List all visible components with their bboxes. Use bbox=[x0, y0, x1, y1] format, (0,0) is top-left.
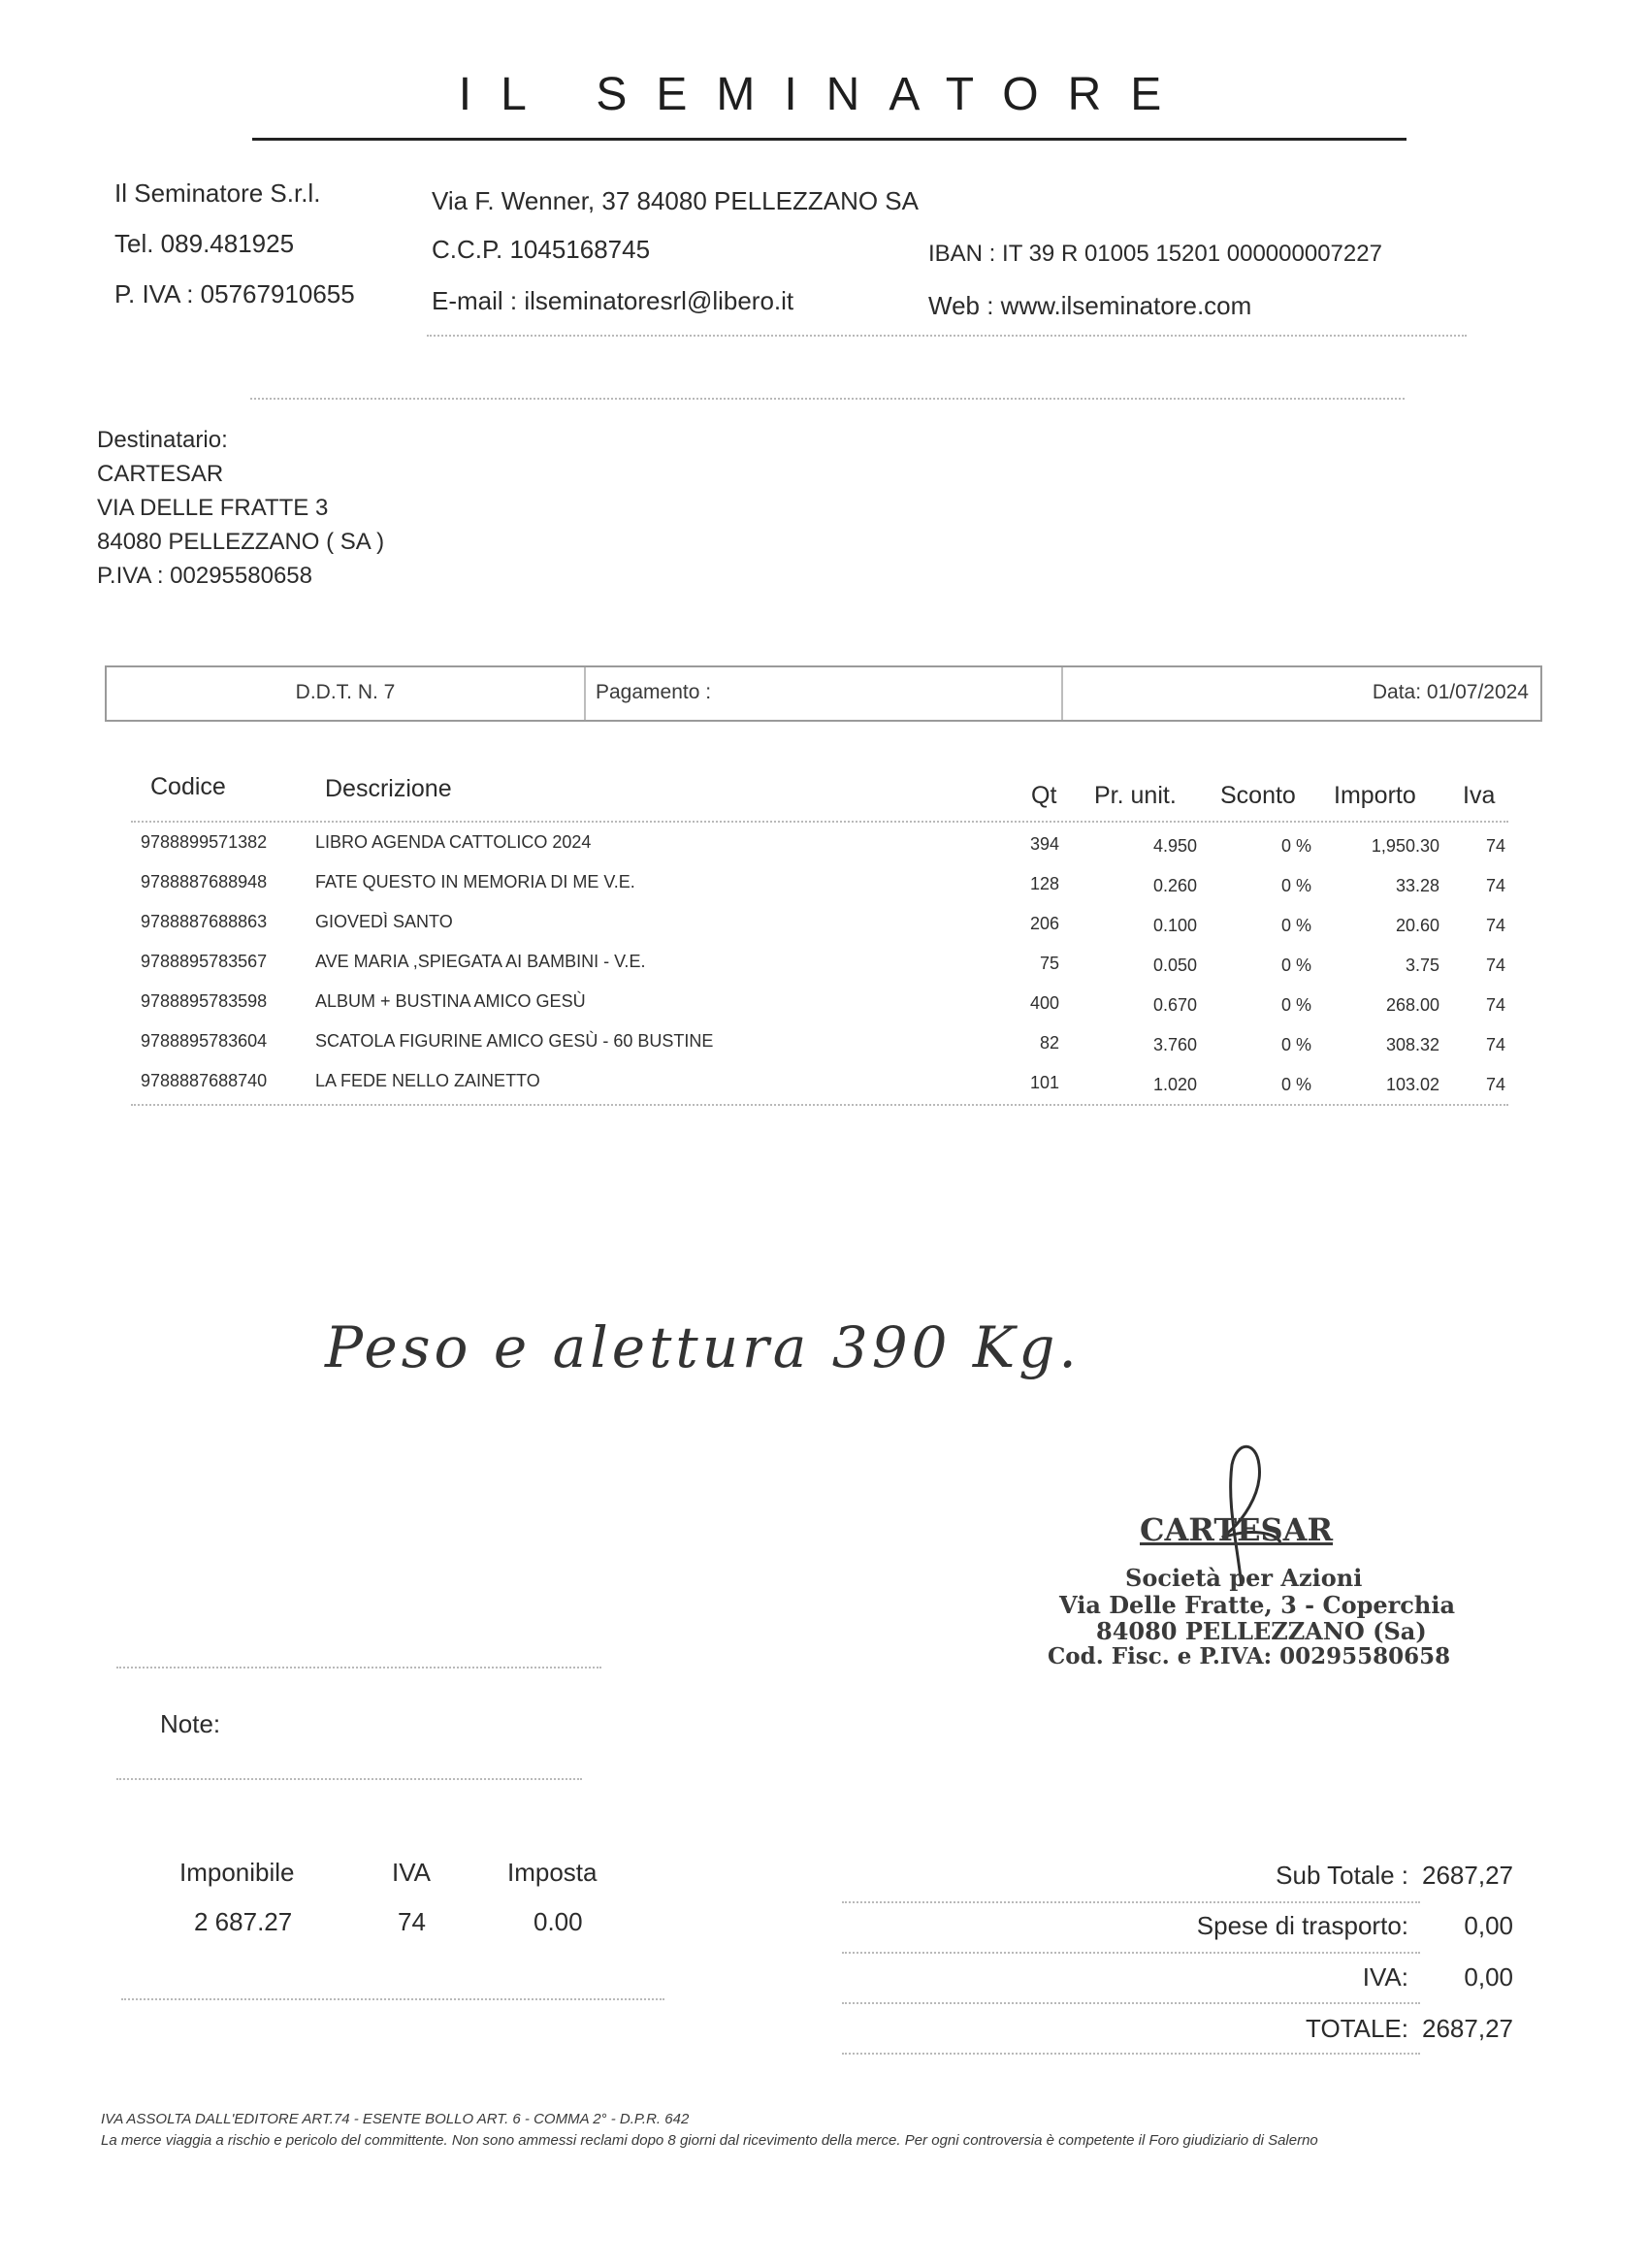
company-tel: Tel. 089.481925 bbox=[114, 229, 295, 258]
vat-total-label: IVA: bbox=[1362, 1962, 1408, 1992]
row-qty: 394 bbox=[1029, 834, 1059, 854]
row-code: 9788887688863 bbox=[141, 912, 268, 931]
row-qty: 128 bbox=[1029, 874, 1059, 893]
company-ccp: C.C.P. 1045168745 bbox=[432, 235, 651, 264]
row-vat: 74 bbox=[1485, 995, 1505, 1015]
vat-summary-header-tax: Imposta bbox=[507, 1858, 598, 1887]
company-web: Web : www.ilseminatore.com bbox=[928, 291, 1252, 320]
col-header-unit-price: Pr. unit. bbox=[1094, 782, 1177, 809]
vat-summary-vat: 74 bbox=[398, 1907, 426, 1936]
col-header-description: Descrizione bbox=[325, 775, 452, 802]
stamp-line-3: 84080 PELLEZZANO (Sa) bbox=[1096, 1617, 1427, 1645]
row-discount: 0 % bbox=[1280, 995, 1311, 1015]
table-row bbox=[0, 872, 1649, 911]
row-description: LIBRO AGENDA CATTOLICO 2024 bbox=[315, 832, 592, 852]
vat-summary-header-taxable: Imponibile bbox=[179, 1858, 295, 1887]
handwritten-weight-note: Peso e alettura 390 Kg. bbox=[325, 1314, 1081, 1380]
company-title: IL SEMINATORE bbox=[458, 69, 1191, 120]
stamp-line-1: Società per Azioni bbox=[1125, 1564, 1363, 1592]
table-row bbox=[0, 1031, 1649, 1070]
row-vat: 74 bbox=[1485, 1075, 1505, 1094]
col-header-qty: Qt bbox=[1031, 782, 1057, 809]
row-discount: 0 % bbox=[1280, 836, 1311, 856]
table-header-divider bbox=[131, 821, 1508, 823]
row-discount: 0 % bbox=[1280, 1075, 1311, 1094]
row-amount: 268.00 bbox=[1385, 995, 1439, 1015]
row-code: 9788895783567 bbox=[141, 952, 268, 971]
recipient-street: VIA DELLE FRATTE 3 bbox=[97, 495, 329, 521]
row-description: GIOVEDÌ SANTO bbox=[315, 912, 453, 931]
vat-summary-header-vat: IVA bbox=[392, 1858, 431, 1887]
row-code: 9788887688740 bbox=[141, 1071, 268, 1090]
vat-total-value: 0,00 bbox=[1464, 1962, 1513, 1992]
row-vat: 74 bbox=[1485, 956, 1505, 975]
recipient-block bbox=[97, 423, 384, 593]
company-email: E-mail : ilseminatoresrl@libero.it bbox=[432, 286, 794, 315]
row-unit-price: 3.760 bbox=[1152, 1035, 1197, 1054]
ddt-number: D.D.T. N. 7 bbox=[107, 667, 586, 720]
row-vat: 74 bbox=[1485, 916, 1505, 935]
row-description: LA FEDE NELLO ZAINETTO bbox=[315, 1071, 540, 1090]
payment-label: Pagamento : bbox=[596, 667, 1063, 720]
recipient-label: Destinatario: bbox=[97, 427, 228, 453]
shipping-label: Spese di trasporto: bbox=[1196, 1911, 1408, 1940]
vat-summary-divider bbox=[121, 1998, 664, 2000]
row-code: 9788887688948 bbox=[141, 872, 268, 891]
stamp-name: CARTESAR bbox=[1140, 1511, 1334, 1548]
company-stamp bbox=[1048, 1436, 1456, 1688]
row-amount: 1,950.30 bbox=[1371, 836, 1439, 856]
row-unit-price: 0.100 bbox=[1152, 916, 1197, 935]
row-amount: 33.28 bbox=[1395, 876, 1439, 895]
shipping-value: 0,00 bbox=[1464, 1911, 1513, 1940]
row-description: ALBUM + BUSTINA AMICO GESÙ bbox=[315, 991, 586, 1011]
row-vat: 74 bbox=[1485, 1035, 1505, 1054]
subtotal-value: 2687,27 bbox=[1422, 1861, 1513, 1890]
totals-divider-4 bbox=[842, 2053, 1420, 2055]
grand-total-label: TOTALE: bbox=[1306, 2014, 1408, 2043]
row-unit-price: 4.950 bbox=[1152, 836, 1197, 856]
document-info-box bbox=[105, 665, 1542, 722]
row-unit-price: 1.020 bbox=[1152, 1075, 1197, 1094]
company-iban: IBAN : IT 39 R 01005 15201 000000007227 bbox=[928, 241, 1382, 267]
row-qty: 75 bbox=[1039, 954, 1059, 973]
row-amount: 3.75 bbox=[1405, 956, 1439, 975]
stamp-line-2: Via Delle Fratte, 3 - Coperchia bbox=[1059, 1591, 1456, 1619]
vat-summary-taxable: 2 687.27 bbox=[194, 1907, 293, 1936]
header-divider bbox=[427, 335, 1467, 337]
company-legal-name: Il Seminatore S.r.l. bbox=[114, 178, 321, 208]
row-code: 9788899571382 bbox=[141, 832, 268, 852]
row-qty: 400 bbox=[1029, 993, 1059, 1013]
document-date: Data: 01/07/2024 bbox=[1372, 681, 1529, 703]
totals-divider-3 bbox=[842, 2002, 1420, 2004]
row-description: FATE QUESTO IN MEMORIA DI ME V.E. bbox=[315, 872, 635, 891]
col-header-discount: Sconto bbox=[1220, 782, 1296, 809]
notes-top-divider bbox=[116, 1667, 601, 1669]
vat-summary-tax: 0.00 bbox=[534, 1907, 583, 1936]
row-discount: 0 % bbox=[1280, 916, 1311, 935]
row-description: AVE MARIA ,SPIEGATA AI BAMBINI - V.E. bbox=[315, 952, 646, 971]
col-header-amount: Importo bbox=[1334, 782, 1416, 809]
col-header-vat: Iva bbox=[1463, 782, 1496, 809]
row-description: SCATOLA FIGURINE AMICO GESÙ - 60 BUSTINE bbox=[315, 1031, 714, 1051]
header-divider-2 bbox=[250, 398, 1405, 400]
title-underline bbox=[252, 138, 1406, 141]
table-row bbox=[0, 952, 1649, 990]
company-address: Via F. Wenner, 37 84080 PELLEZZANO SA bbox=[432, 186, 919, 215]
stamp-line-4: Cod. Fisc. e P.IVA: 00295580658 bbox=[1048, 1643, 1451, 1669]
table-row bbox=[0, 912, 1649, 951]
row-discount: 0 % bbox=[1280, 1035, 1311, 1054]
row-vat: 74 bbox=[1485, 876, 1505, 895]
col-header-code: Codice bbox=[150, 773, 226, 800]
row-discount: 0 % bbox=[1280, 956, 1311, 975]
totals-divider-2 bbox=[842, 1952, 1420, 1954]
row-code: 9788895783604 bbox=[141, 1031, 268, 1051]
row-qty: 206 bbox=[1029, 914, 1059, 933]
totals-divider-1 bbox=[842, 1901, 1420, 1903]
notes-bottom-divider bbox=[116, 1778, 582, 1780]
row-qty: 82 bbox=[1039, 1033, 1059, 1053]
row-amount: 103.02 bbox=[1385, 1075, 1439, 1094]
row-discount: 0 % bbox=[1280, 876, 1311, 895]
notes-label: Note: bbox=[160, 1709, 221, 1738]
table-row bbox=[0, 832, 1649, 871]
footer-vat-note: IVA ASSOLTA DALL'EDITORE ART.74 - ESENTE BOLLO ART. 6 - COMMA 2° - D.P.R. 642 bbox=[101, 2111, 690, 2127]
row-qty: 101 bbox=[1029, 1073, 1059, 1092]
recipient-name: CARTESAR bbox=[97, 461, 224, 487]
row-amount: 308.32 bbox=[1385, 1035, 1439, 1054]
subtotal-label: Sub Totale : bbox=[1276, 1861, 1408, 1890]
footer-terms: La merce viaggia a rischio e pericolo del committente. Non sono ammessi reclami dopo 8 giorni dal ricevimento della merce. Per ogni controversia è competente il Foro giudiziario di Salerno bbox=[101, 2132, 1318, 2149]
table-bottom-divider bbox=[131, 1104, 1508, 1106]
recipient-piva: P.IVA : 00295580658 bbox=[97, 563, 312, 589]
row-unit-price: 0.260 bbox=[1152, 876, 1197, 895]
company-piva: P. IVA : 05767910655 bbox=[114, 279, 355, 308]
recipient-city: 84080 PELLEZZANO ( SA ) bbox=[97, 529, 385, 555]
grand-total-value: 2687,27 bbox=[1422, 2014, 1513, 2043]
row-unit-price: 0.670 bbox=[1152, 995, 1197, 1015]
row-code: 9788895783598 bbox=[141, 991, 268, 1011]
row-amount: 20.60 bbox=[1395, 916, 1439, 935]
row-unit-price: 0.050 bbox=[1152, 956, 1197, 975]
table-row bbox=[0, 991, 1649, 1030]
row-vat: 74 bbox=[1485, 836, 1505, 856]
